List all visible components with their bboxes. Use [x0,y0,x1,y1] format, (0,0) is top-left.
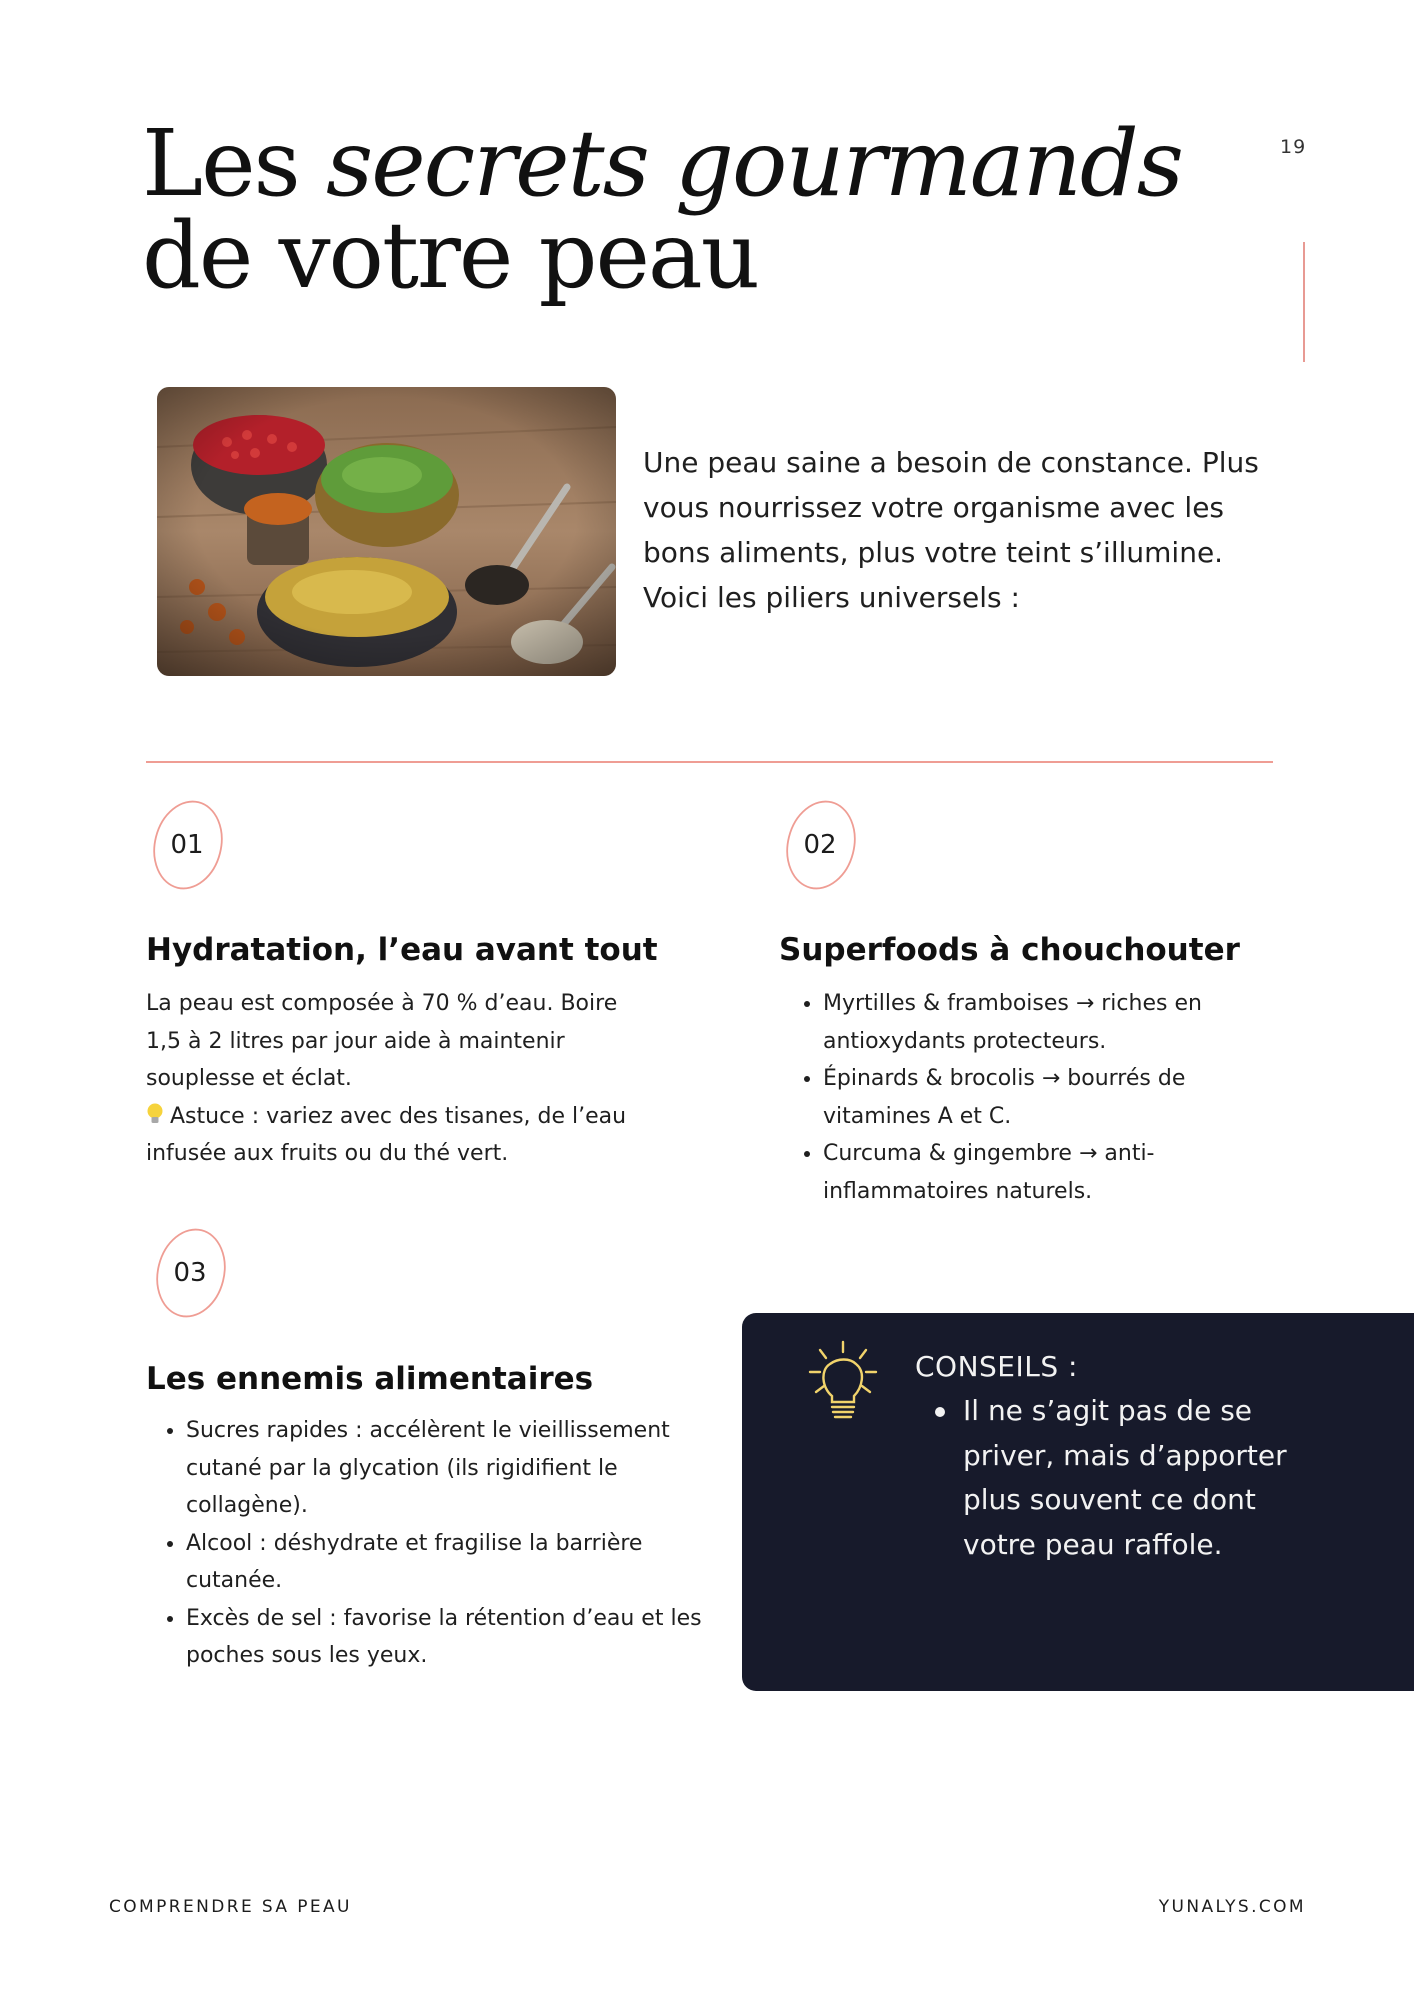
tip-text: Astuce : variez avec des tisanes, de l’eau infusée aux fruits ou du thé vert. [146,1103,627,1166]
lightbulb-icon [808,1340,878,1430]
list-item: • Excès de sel : favorise la rétention d’eau et les poches sous les yeux. [186,1600,726,1675]
section-number-badge [150,800,224,890]
title-italic: secrets gourmands [326,110,1183,217]
section-text: La peau est composée à 70 % d’eau. Boire 1,5 à 2 litres par jour aide à maintenir souplesse et éclat. [146,991,618,1091]
side-accent-rule [1303,242,1305,362]
conseils-text: Il ne s’agit pas de se priver, mais d’apporter plus souvent ce dont votre peau raffole. [963,1394,1287,1561]
list-item: • Sucres rapides : accélèrent le vieillissement cutané par la glycation (ils rigidifient le collagène). [186,1412,726,1525]
lightbulb-emoji-icon [146,1102,164,1126]
list-item: • Alcool : déshydrate et fragilise la barrière cutanée. [186,1525,726,1600]
section-number: 01 [170,830,204,860]
list-item: • Curcuma & gingembre → anti-inflammatoires naturels. [823,1135,1283,1210]
section-number-badge [783,800,857,890]
section-tip [146,1098,646,1173]
section-title: Les ennemis alimentaires [146,1361,594,1397]
enemies-list [146,1412,726,1675]
section-number: 02 [803,830,837,860]
title-line-2: de votre peau [142,202,759,309]
title-plain: Les [142,110,299,217]
conseils-text-item [963,1389,1313,1567]
page-number: 19 [1280,136,1307,158]
superfoods-list [783,985,1283,1210]
section-title: Superfoods à chouchouter [779,932,1240,968]
section-body [146,985,646,1173]
section-divider [146,761,1273,763]
list-item: • Myrtilles & framboises → riches en antioxydants protecteurs. [823,985,1283,1060]
section-number: 03 [173,1258,207,1288]
list-item: • Épinards & brocolis → bourrés de vitamines A et C. [823,1060,1283,1135]
intro-paragraph: Une peau saine a besoin de constance. Plus vous nourrissez votre organisme avec les bons aliments, plus votre teint s’illumine. Voici les piliers universels : [643,446,1259,614]
conseils-label: CONSEILS : [915,1350,1078,1383]
superfood-bowls-photo [157,387,616,676]
section-title: Hydratation, l’eau avant tout [146,932,658,968]
section-number-badge [153,1228,227,1318]
footer-right: YUNALYS.COM [1158,1897,1306,1917]
bullet-dot [935,1407,945,1417]
footer-left: COMPRENDRE SA PEAU [109,1897,352,1917]
page-title [142,110,1183,309]
